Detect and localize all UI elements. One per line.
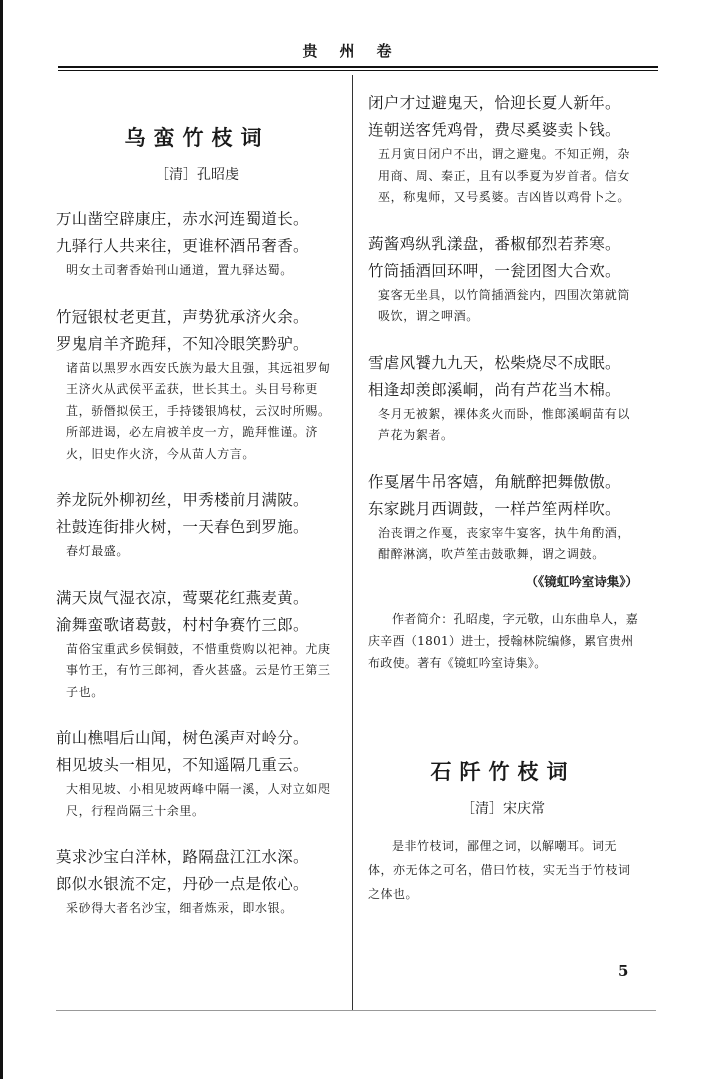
verse-note: 春灯最盛。 xyxy=(66,544,130,558)
verse-note: 冬月无被絮，裸体炙火而卧，惟郎溪峒苗有以芦花为絮者。 xyxy=(378,406,631,442)
left-column xyxy=(56,82,338,920)
stanza xyxy=(56,487,338,563)
verse-line: 养龙阮外柳初丝，甲秀楼前月满陂。 xyxy=(56,491,309,509)
verse-note: 采砂得大者名沙宝，细者炼汞，即水银。 xyxy=(66,901,293,915)
scan-edge-line xyxy=(0,0,3,1079)
stanza xyxy=(368,350,638,447)
verse-line: 罗鬼肩羊齐跪拜，不知冷眼笑黔驴。 xyxy=(56,334,309,353)
verse-line: 九驿行人共来往，更谁杯酒吊奢香。 xyxy=(56,237,309,255)
verse-note: 苗俗宝重武乡侯铜鼓，不惜重赀购以祀神。尤庚事竹王，有竹三郎祠，香火甚盛。云是竹王第三子也。 xyxy=(66,641,331,699)
verse-line: 作戛屠牛吊客嬉，角觥醉把舞傲傲。 xyxy=(368,472,621,491)
verse-note: 治丧谓之作戛，丧家宰牛宴客，执牛角酌酒，酣醉淋漓，吹芦笙击鼓歌舞，谓之调鼓。 xyxy=(378,525,631,561)
verse-line: 竹冠银杖老更苴，声势犹承济火余。 xyxy=(56,307,309,326)
poem-author: ［清］宋庆常 xyxy=(461,800,545,817)
poem-title: 石阡竹枝词 xyxy=(430,758,576,784)
right-column xyxy=(368,82,638,906)
poem-intro: 是非竹枝词，鄙俚之词，以解嘲耳。词无体，亦无体之可名，借曰竹枝，实无当于竹枝词之体也。 xyxy=(368,838,631,901)
verse-note: 明女土司奢香始刊山通道，置九驿达蜀。 xyxy=(66,263,293,277)
verse-note: 诸苗以黑罗水西安氏族为最大且强，其远祖罗甸王济火从武侯平孟获，世长其土。头目号称更苴，骄僭拟侯王，手持镂银鸠杖，云汉时所赐。所部进谒，必左肩被羊皮一方，跪拜惟谨。济火，旧史作火济，今从苗人方言。 xyxy=(66,360,331,461)
verse-line: 闭户才过避鬼天，恰迎长夏人新年。 xyxy=(368,94,621,112)
verse-line: 相见坡头一相见，不知遥隔几重云。 xyxy=(56,756,309,774)
verse-note: 宴客无坐具，以竹筒插酒瓮内，四围次第就筒吸饮，谓之呷酒。 xyxy=(378,287,631,323)
verse-line: 竹筒插酒回环呷，一瓮团图大合欢。 xyxy=(368,261,621,280)
verse-line: 东家跳月西调鼓，一样芦笙两样吹。 xyxy=(368,499,621,518)
verse-line: 郎似水银流不定，丹砂一点是侬心。 xyxy=(56,875,309,893)
poem-author: ［清］孔昭虔 xyxy=(155,167,239,183)
stanza xyxy=(56,304,338,466)
header-rule-bottom xyxy=(58,70,658,71)
verse-line: 相逢却羡郎溪峒，尚有芦花当木棉。 xyxy=(368,380,621,399)
verse-line: 渝舞蛮歌诸葛鼓，村村争赛竹三郎。 xyxy=(56,615,309,634)
stanza xyxy=(368,231,638,328)
verse-line: 连朝送客凭鸡骨，费尽奚婆卖卜钱。 xyxy=(368,121,621,139)
stanza xyxy=(56,585,338,704)
stanza xyxy=(56,206,338,282)
verse-line: 社鼓连街排火树，一天春色到罗施。 xyxy=(56,518,309,536)
header-rule-top xyxy=(58,66,658,68)
verse-note: 大相见坡、小相见坡两峰中隔一溪，人对立如咫尺，行程尚隔三十余里。 xyxy=(66,782,331,818)
bottom-rule xyxy=(56,1010,656,1011)
verse-line: 满天岚气湿衣凉，莺粟花红燕麦黄。 xyxy=(56,588,309,607)
verse-line: 蒟酱鸡纵乳漾盘，番椒郁烈若荞寒。 xyxy=(368,234,621,253)
stanza xyxy=(368,90,638,209)
verse-line: 前山樵唱后山闻，树色溪声对岭分。 xyxy=(56,729,309,747)
verse-note: 五月寅日闭户不出，谓之避鬼。不知正朔，杂用商、周、秦正，且有以季夏为岁首者。信女巫，称鬼师，又号奚婆。吉凶皆以鸡骨卜之。 xyxy=(378,147,631,204)
page-number: 5 xyxy=(618,962,629,980)
stanza xyxy=(56,844,338,920)
verse-line: 雪虐风饕九九天，松柴烧尽不成眠。 xyxy=(368,353,621,372)
author-bio: 作者简介：孔昭虔，字元敬，山东曲阜人，嘉庆辛酉（1801）进士，授翰林院编修，累官贵州布政使。著有《镜虹吟室诗集》。 xyxy=(368,611,639,670)
verse-line: 莫求沙宝白洋林，路隔盘江江水深。 xyxy=(56,848,309,866)
poem-title: 乌蛮竹枝词 xyxy=(124,125,270,150)
stanza xyxy=(368,469,638,566)
running-header: 贵州卷 xyxy=(302,42,414,60)
stanza xyxy=(56,725,338,822)
column-divider xyxy=(352,75,353,1010)
verse-line: 万山凿空辟康庄，赤水河连蜀道长。 xyxy=(56,210,309,228)
source-citation: （《镜虹吟室诗集》） xyxy=(525,573,638,589)
